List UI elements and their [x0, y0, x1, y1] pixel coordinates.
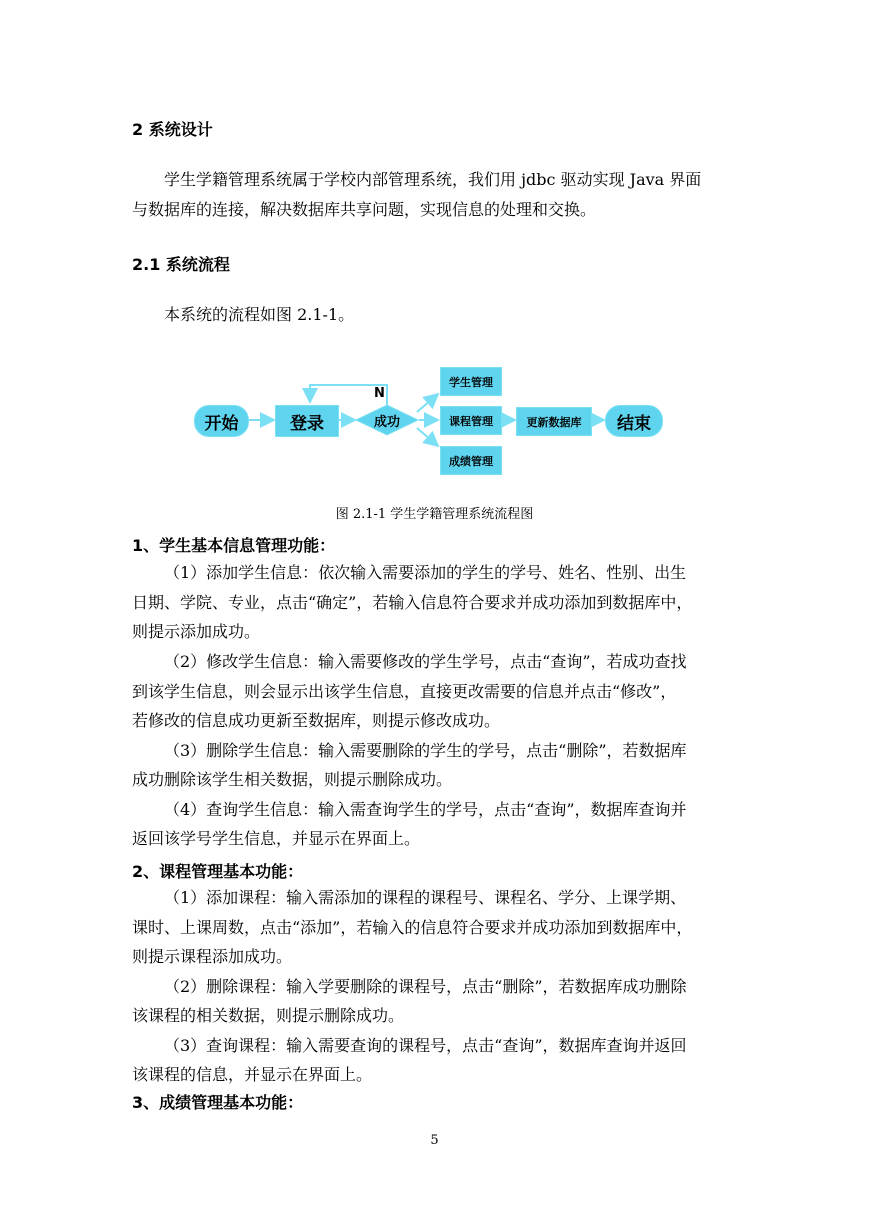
- update-db-label: 更新数据库: [526, 415, 582, 429]
- section1-line: 到该学生信息，则会显示出该学生信息，直接更改需要的信息并点击“修改”，: [132, 682, 677, 701]
- section2-title: 2、课程管理基本功能：: [132, 862, 304, 881]
- start-label: 开始: [204, 413, 239, 434]
- section1-line: （4）查询学生信息：输入需查询学生的学号，点击“查询”，数据库查询并: [164, 800, 687, 819]
- section1-line: （2）修改学生信息：输入需要修改的学生学号，点击“查询”，若成功查找: [164, 652, 687, 671]
- section2-line: 则提示课程添加成功。: [132, 947, 293, 966]
- start-node: [194, 405, 249, 437]
- section3-title: 3、成绩管理基本功能：: [132, 1093, 304, 1112]
- section1-line: 返回该学号学生信息，并显示在界面上。: [132, 829, 421, 848]
- section1-line: （1）添加学生信息：依次输入需要添加的学生的学号、姓名、性别、出生: [164, 563, 687, 582]
- section1-line: 若修改的信息成功更新至数据库，则提示修改成功。: [132, 711, 501, 730]
- end-node: [605, 405, 663, 437]
- login-label: 登录: [290, 413, 324, 434]
- end-label: 结束: [617, 413, 651, 434]
- student-mgmt-label: 学生管理: [449, 375, 493, 389]
- no-label: N: [374, 386, 385, 401]
- section1-title: 1、学生基本信息管理功能：: [132, 536, 336, 555]
- success-label: 成功: [373, 414, 400, 430]
- arrow-success-student: [417, 394, 438, 412]
- page-number: 5: [430, 1133, 439, 1148]
- section2-line: （1）添加课程：输入需添加的课程的课程号、课程名、学分、上课学期、: [164, 888, 687, 907]
- arrow-success-grade: [417, 428, 438, 446]
- section2-line: 该课程的相关数据，则提示删除成功。: [132, 1006, 405, 1025]
- section-heading-2-1: 2.1 系统流程: [132, 255, 230, 274]
- figure-caption: 图 2.1-1 学生学籍管理系统流程图: [335, 507, 534, 522]
- section2-line: （2）删除课程：输入学要删除的课程号，点击“删除”，若数据库成功删除: [164, 977, 687, 996]
- flowchart: [0, 0, 869, 500]
- success-node: [356, 405, 418, 435]
- intro-line-1: 学生学籍管理系统属于学校内部管理系统，我们用 jdbc 驱动实现 Java 界面: [164, 170, 702, 189]
- section1-line: （3）删除学生信息：输入需要删除的学生的学号，点击“删除”，若数据库: [164, 741, 687, 760]
- student-mgmt-node: [440, 367, 502, 396]
- grade-mgmt-node: [440, 446, 502, 475]
- course-mgmt-label: 课程管理: [449, 414, 493, 428]
- section2-line: 该课程的信息，并显示在界面上。: [132, 1065, 373, 1084]
- login-node: [275, 405, 339, 437]
- section1-line: 成功删除该学生相关数据，则提示删除成功。: [132, 770, 453, 789]
- section1-line: 则提示添加成功。: [132, 622, 261, 641]
- update-db-node: [516, 407, 592, 436]
- course-mgmt-node: [440, 406, 502, 435]
- section-heading-2: 2 系统设计: [132, 120, 213, 139]
- section2-line: （3）查询课程：输入需要查询的课程号，点击“查询”，数据库查询并返回: [164, 1036, 687, 1055]
- flow-intro: 本系统的流程如图 2.1-1。: [164, 305, 355, 324]
- intro-line-2: 与数据库的连接，解决数据库共享问题，实现信息的处理和交换。: [132, 200, 597, 219]
- section1-line: 日期、学院、专业，点击“确定”，若输入信息符合要求并成功添加到数据库中，: [132, 593, 693, 612]
- section2-line: 课时、上课周数，点击“添加”，若输入的信息符合要求并成功添加到数据库中，: [132, 918, 693, 937]
- flowchart-arrows: [0, 0, 869, 500]
- grade-mgmt-label: 成绩管理: [449, 454, 493, 468]
